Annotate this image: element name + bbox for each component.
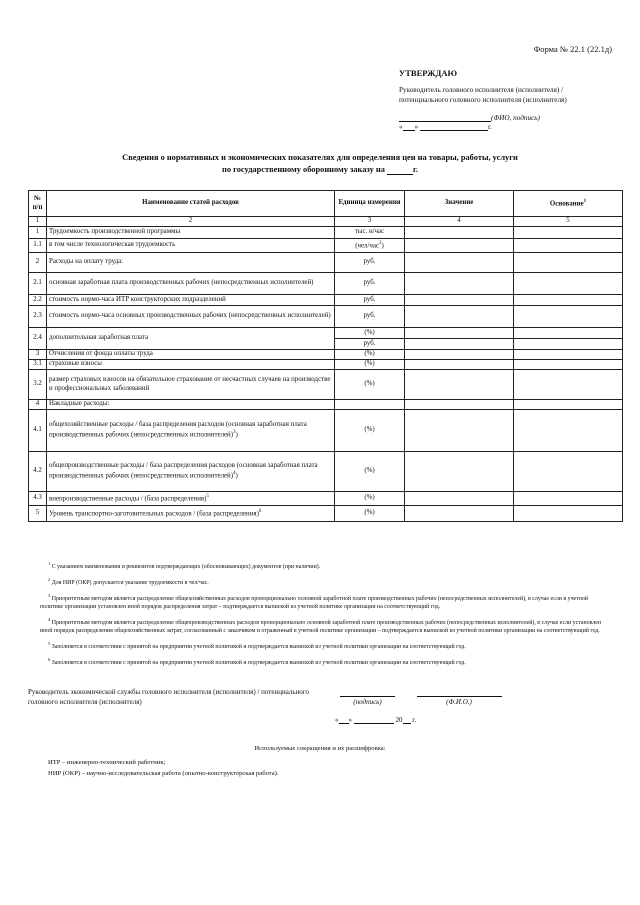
date-quote-close: » [414, 123, 419, 131]
table-row [29, 410, 623, 452]
row-value-cell[interactable] [405, 506, 514, 522]
row-num: 3.2 [29, 370, 47, 400]
footnote-marker: 5 [48, 640, 51, 646]
table-row [29, 239, 623, 253]
abbreviations-list [48, 758, 279, 779]
row-name [47, 506, 335, 522]
row-num: 4 [29, 400, 47, 410]
table-row [29, 306, 623, 328]
row-num: 1 [29, 227, 47, 239]
title-line-2 [100, 164, 540, 176]
col-number: 1 [29, 217, 47, 227]
table-row [29, 350, 623, 360]
table-row [29, 360, 623, 370]
row-num: 4.2 [29, 452, 47, 492]
row-num: 2 [29, 253, 47, 273]
row-name-sup: 3 [233, 430, 236, 436]
date-year-suffix: г. [487, 123, 492, 131]
economist-signature-block [340, 688, 502, 706]
approve-heading: УТВЕРЖДАЮ [399, 68, 458, 78]
row-value-cell[interactable] [405, 239, 514, 253]
row-name: Расходы на оплату труда: [47, 253, 335, 273]
approve-position: Руководитель головного исполнителя (исполнителя) / потенциального головного исполнителя (исполнителя) [399, 86, 567, 104]
economist-signature-lines [340, 688, 502, 697]
row-unit: (%) [335, 492, 405, 506]
row-basis-cell[interactable] [514, 306, 623, 328]
date-quote-open: « [335, 716, 339, 724]
approve-date-line [399, 122, 492, 131]
row-basis-cell[interactable] [514, 339, 623, 350]
row-unit: руб. [335, 295, 405, 306]
row-num: 1.1 [29, 239, 47, 253]
footnote [40, 640, 606, 651]
row-value-cell[interactable] [405, 452, 514, 492]
fio-hint: (Ф.И.О.) [446, 698, 472, 706]
row-unit: (%) [335, 350, 405, 360]
row-basis-cell[interactable] [514, 452, 623, 492]
row-num: 4.1 [29, 410, 47, 452]
row-name: стоимость нормо-часа ИТР конструкторских подразделений [47, 295, 335, 306]
row-name: в том числе технологическая трудоемкость [47, 239, 335, 253]
abbreviations-title: Используемые сокращения и их расшифровка: [254, 745, 386, 752]
row-name: размер страховых взносов на обязательное страхование от несчастных случаев на производстве и профессиональных заболеваний [47, 370, 335, 400]
row-unit-sup: 2 [378, 241, 382, 247]
header-value: Значение [405, 191, 514, 217]
header-name: Наименование статей расходов [47, 191, 335, 217]
row-unit-text: (чел/час [355, 242, 379, 250]
col-number: 5 [514, 217, 623, 227]
row-name [47, 492, 335, 506]
row-unit-close: ) [381, 242, 384, 250]
row-name: Отчисления от фонда оплаты труда [47, 350, 335, 360]
footnote-text: Приоритетным методом является распределение общепроизводственных расходов пропорционально основной заработной плате производственных рабочих (непосредственных исполнителей), в случае если установлен иной порядок распределения общехозяйственных затрат, согласованный с заказчиком и отраженный в учетной политике организации – подтверждается выпиской из учетной политики организации на соответствующий год. [40, 619, 601, 634]
footnote-text: Для НИР (ОКР) допускается указание трудоемкости в чел/час. [51, 579, 209, 586]
abbreviation-item: НИР (ОКР) – научно-исследовательская работа (опытно-конструкторская работа). [48, 769, 279, 777]
row-basis-cell[interactable] [514, 400, 623, 410]
row-name-sup: 5 [206, 494, 209, 500]
row-unit: (%) [335, 452, 405, 492]
row-value-cell[interactable] [405, 295, 514, 306]
row-name: Трудоемкость производственной программы [47, 227, 335, 239]
row-value-cell[interactable] [405, 400, 514, 410]
row-value-cell[interactable] [405, 339, 514, 350]
row-unit: тыс. н/час [335, 227, 405, 239]
approve-signature-line [399, 113, 540, 122]
row-name-text: общепроизводственные расходы / база распределения расходов (основная заработная плата производственных рабочих (непосредственных исполнителей) [49, 461, 318, 480]
row-name [47, 452, 335, 492]
row-basis-cell[interactable] [514, 360, 623, 370]
footnote [40, 616, 606, 635]
col-number: 3 [335, 217, 405, 227]
col-number: 2 [47, 217, 335, 227]
row-unit: руб. [335, 273, 405, 295]
header-basis-text: Основание [549, 200, 584, 208]
sign-hint: (подпись) [353, 698, 382, 706]
footnote-marker: 4 [48, 616, 51, 622]
footnote-marker: 2 [48, 576, 51, 582]
row-name-sup: 4 [233, 471, 236, 477]
row-unit: (%) [335, 506, 405, 522]
row-basis-cell[interactable] [514, 506, 623, 522]
date-year-prefix: 20 [395, 716, 403, 724]
date-quote-open: « [399, 123, 403, 131]
header-unit: Единица измерения [335, 191, 405, 217]
footnote [40, 576, 606, 587]
footnote [40, 560, 606, 571]
footnote-text: С указанием наименования и реквизитов подтверждающих (обосновывающих) документов (при наличии). [51, 563, 321, 570]
row-num: 5 [29, 506, 47, 522]
footnote-text: Приоритетным методом является распределение общехозяйственных расходов пропорционально основной заработной плате производственных рабочих (непосредственных исполнителей), в случае если в учетной политике организации установлен иной порядок распределения затрат – подтверждается выпиской из учетной политике организации на соответствующий год. [40, 595, 589, 610]
footnote-marker: 6 [48, 656, 51, 662]
footnote [40, 656, 606, 667]
row-value-cell[interactable] [405, 227, 514, 239]
column-numbers-row [29, 217, 623, 227]
row-name: стоимость нормо-часа основных производственных рабочих (непосредственных исполнителей) [47, 306, 335, 328]
table-row [29, 492, 623, 506]
table-row [29, 328, 623, 339]
row-unit: руб. [335, 306, 405, 328]
row-name-sup: 6 [258, 509, 262, 515]
abbreviation-item: ИТР – инженерно-технический работник; [48, 759, 166, 766]
table-row [29, 273, 623, 295]
row-name-text: общехозяйственные расходы / база распределения расходов (основная заработная плата производственных рабочих (непосредственных исполнителей) [49, 420, 307, 439]
title-line-2-text: по государственному оборонному заказу на [222, 164, 385, 174]
row-name-close: ) [235, 472, 238, 480]
row-value-cell[interactable] [405, 350, 514, 360]
row-value-cell[interactable] [405, 370, 514, 400]
approve-signature-hint: (ФИО, подпись) [491, 114, 540, 122]
row-basis-cell[interactable] [514, 227, 623, 239]
header-basis-sup: 1 [583, 199, 587, 205]
table-header-row [29, 191, 623, 217]
table-row [29, 295, 623, 306]
title-line-1: Сведения о нормативных и экономических показателях для определения цен на товары, работы, услуги [122, 153, 518, 162]
row-basis-cell[interactable] [514, 273, 623, 295]
row-value-cell[interactable] [405, 273, 514, 295]
economist-signature-hints [340, 698, 502, 706]
form-number: Форма № 22.1 (22.1д) [533, 44, 612, 54]
indicators-table [28, 190, 623, 522]
row-basis-cell[interactable] [514, 295, 623, 306]
table-row [29, 253, 623, 273]
table-row [29, 506, 623, 522]
footnote [40, 592, 606, 611]
row-value-cell[interactable] [405, 360, 514, 370]
row-value-cell[interactable] [405, 253, 514, 273]
row-basis-cell[interactable] [514, 328, 623, 339]
row-num: 2.4 [29, 328, 47, 350]
row-name-text: внепроизводственные расходы / (база распределения) [49, 495, 207, 503]
row-num: 2.1 [29, 273, 47, 295]
table-row [29, 370, 623, 400]
row-basis-cell[interactable] [514, 370, 623, 400]
row-value-cell[interactable] [405, 492, 514, 506]
date-year-suffix: г. [412, 716, 417, 724]
footnotes [40, 560, 606, 672]
row-unit: (%) [335, 328, 405, 339]
row-basis-cell[interactable] [514, 239, 623, 253]
row-basis-cell[interactable] [514, 492, 623, 506]
table-row [29, 227, 623, 239]
row-basis-cell[interactable] [514, 253, 623, 273]
header-num: № п/п [29, 191, 47, 217]
economist-position: Руководитель экономической службы головного исполнителя (исполнителя) / потенциального головного исполнителя (исполнителя) [28, 688, 310, 706]
row-value-cell[interactable] [405, 306, 514, 328]
row-basis-cell[interactable] [514, 410, 623, 452]
row-value-cell[interactable] [405, 328, 514, 339]
header-basis [514, 191, 623, 217]
row-name [47, 410, 335, 452]
document-title [100, 152, 540, 175]
row-num: 2.3 [29, 306, 47, 328]
footnote-text: Заполняется в соответствии с принятой на предприятии учетной политикой и подтверждается выпиской из учетной политики организации на соответствующий год. [51, 643, 466, 650]
row-value-cell[interactable] [405, 410, 514, 452]
row-basis-cell[interactable] [514, 350, 623, 360]
row-name: основная заработная плата производственных рабочих (непосредственных исполнителей) [47, 273, 335, 295]
footnote-text: Заполняется в соответствии с принятой на предприятии учетной политикой и подтверждается выпиской из учетной политики организации на соответствующий год. [51, 659, 466, 666]
table-row [29, 400, 623, 410]
table-row [29, 452, 623, 492]
row-name: страховые взносы [47, 360, 335, 370]
row-unit [335, 400, 405, 410]
title-year-suffix: г. [413, 164, 418, 174]
row-unit: руб. [335, 339, 405, 350]
row-unit: (%) [335, 370, 405, 400]
row-name-text: Уровень транспортно-заготовительных расходов / (база распределения) [49, 510, 259, 518]
economist-date-line [335, 715, 416, 724]
row-unit: (%) [335, 410, 405, 452]
row-unit: руб. [335, 253, 405, 273]
row-num: 4.3 [29, 492, 47, 506]
row-unit: (%) [335, 360, 405, 370]
row-name: дополнительная заработная плата [47, 328, 335, 350]
row-num: 3 [29, 350, 47, 360]
row-name: Накладные расходы: [47, 400, 335, 410]
row-num: 2.2 [29, 295, 47, 306]
row-num: 3.1 [29, 360, 47, 370]
date-quote-close: » [348, 716, 352, 724]
row-unit [335, 239, 405, 253]
footnote-marker: 3 [48, 592, 51, 598]
col-number: 4 [405, 217, 514, 227]
row-name-close: ) [235, 431, 238, 439]
footnote-marker: 1 [48, 561, 51, 566]
